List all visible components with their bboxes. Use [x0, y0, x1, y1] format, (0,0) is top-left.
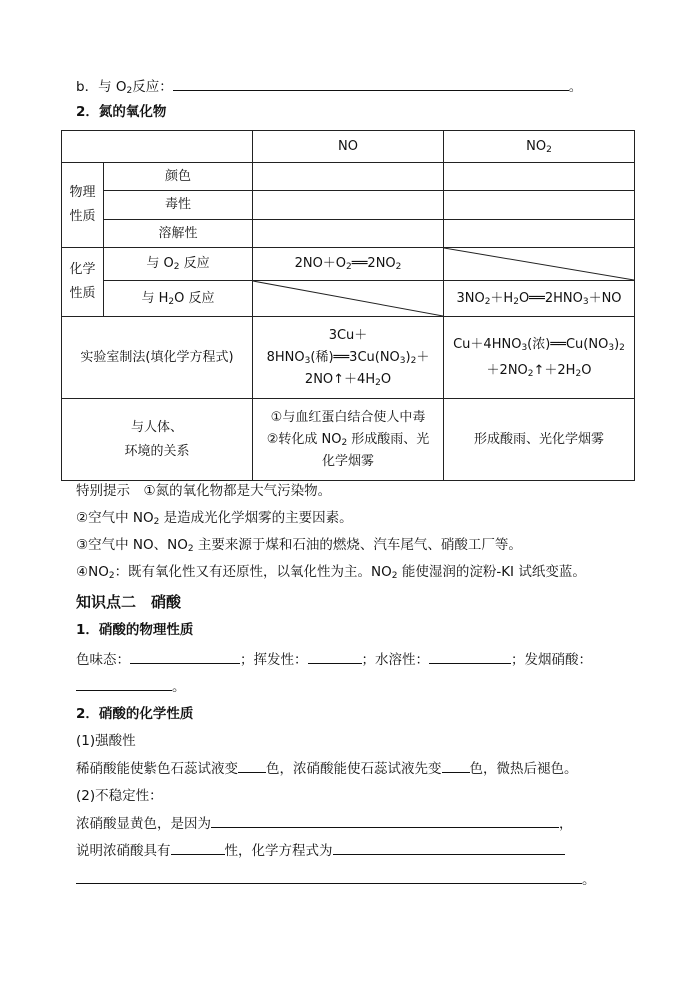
eq-line [253, 369, 443, 391]
sub: 2 [108, 571, 115, 581]
text: 色，浓硝酸能使石蕊试液先变 [266, 761, 442, 777]
text: 说明浓硝酸具有 [76, 843, 171, 859]
sub: 3 [608, 342, 615, 353]
text: ＋2NO [486, 362, 528, 378]
sub: 2 [484, 296, 491, 307]
no-environment-cell [253, 399, 444, 481]
text: 是造成光化学烟雾的主要因素。 [159, 510, 353, 526]
answer-blank[interactable] [211, 813, 559, 828]
tip-2 [76, 508, 353, 528]
no2-environment-cell: 形成酸雨、光化学烟雾 [444, 399, 635, 481]
sub: 2 [546, 144, 552, 155]
sub: 2 [513, 296, 519, 307]
text: ══2NO [351, 256, 396, 271]
tip-1: 特别提示 ①氮的氧化物都是大气污染物。 [76, 483, 332, 499]
react-h2o-label [104, 281, 253, 317]
header-no2-text: NO [526, 138, 547, 154]
text: ；水溶性： [361, 652, 429, 668]
no2-solubility-cell[interactable] [444, 220, 635, 248]
no2-color-cell[interactable] [444, 163, 635, 191]
text: ②转化成 NO [266, 431, 342, 447]
text: ＋ [416, 349, 430, 365]
eq-line [444, 332, 634, 358]
sub: 3 [304, 355, 311, 366]
text: (稀)══3Cu(NO [310, 349, 400, 365]
text: 与 H [141, 290, 169, 306]
env-line [253, 407, 443, 429]
text: 2NO↑＋4H [304, 371, 376, 387]
text: 主要来源于煤和石油的燃烧、汽车尾气、硝酸工厂等。 [193, 537, 522, 553]
sub: 2 [153, 517, 160, 527]
sub: 2 [168, 296, 175, 307]
sub: 3 [582, 296, 589, 307]
period: 。 [568, 79, 583, 95]
environment-label: 与人体、 环境的关系 [62, 399, 253, 481]
sub: 2 [391, 571, 398, 581]
answer-blank[interactable] [171, 840, 225, 855]
env-line [253, 429, 443, 451]
instability-title: (2)不稳定性： [76, 788, 163, 804]
strong-acid-line [76, 758, 578, 779]
answer-blank[interactable] [76, 676, 172, 691]
no2-lab-equation [444, 317, 635, 399]
text: ↑＋2H [533, 362, 576, 378]
section-2-title: 2．氮的氧化物 [76, 104, 167, 120]
text: ③空气中 NO、NO [76, 537, 188, 553]
no-solubility-cell[interactable] [253, 220, 444, 248]
physical-properties-line [76, 649, 592, 670]
nitric-acid-physical-title: 1．硝酸的物理性质 [76, 622, 194, 638]
knowledge-point-2-title: 知识点二 硝酸 [76, 593, 182, 611]
text: ＋NO [588, 290, 622, 306]
toxicity-label: 毒性 [104, 191, 253, 220]
text: ②空气中 NO [76, 510, 154, 526]
header-no2 [444, 131, 635, 163]
sub: 2 [126, 86, 133, 96]
nitrogen-oxides-table [61, 130, 635, 481]
text: 2NO＋O [294, 256, 347, 271]
text: 3Cu＋ [328, 327, 368, 343]
sub: 3 [399, 355, 406, 366]
sub: 2 [346, 262, 352, 272]
no-lab-equation [253, 317, 444, 399]
eq-line [253, 347, 443, 369]
text: 色味态： [76, 652, 130, 668]
sub: 3 [521, 342, 528, 353]
text: O [581, 362, 592, 378]
no2-toxicity-cell[interactable] [444, 191, 635, 220]
sub: 2 [395, 262, 402, 272]
sub: 2 [375, 377, 381, 388]
answer-blank[interactable] [308, 649, 362, 664]
no-h2o-crossed-cell [253, 281, 444, 317]
text: O 反应 [174, 290, 215, 306]
text: 性，化学方程式为 [224, 843, 333, 859]
answer-blank[interactable] [429, 649, 511, 664]
no-color-cell[interactable] [253, 163, 444, 191]
text: ④NO [76, 564, 109, 580]
eq-line [444, 358, 634, 384]
text: 色，微热后褪色。 [469, 761, 578, 777]
lab-preparation-label: 实验室制法(填化学方程式) [62, 317, 253, 399]
text: 与 O [146, 256, 174, 271]
line-b-prefix: b．与 O [76, 79, 127, 95]
physical-properties-label: 物理 性质 [62, 163, 104, 248]
text: ) [614, 336, 620, 352]
text: ；挥发性： [240, 652, 308, 668]
text: 稀硝酸能使紫色石蕊试液变 [76, 761, 238, 777]
no-toxicity-cell[interactable] [253, 191, 444, 220]
eq-line [253, 325, 443, 347]
solubility-label: 溶解性 [104, 220, 253, 248]
answer-blank[interactable] [238, 758, 266, 773]
strong-acid-title: (1)强酸性 [76, 733, 136, 749]
text: ， [559, 816, 573, 832]
text: 形成酸雨、光 [347, 431, 430, 447]
answer-blank[interactable] [76, 869, 582, 884]
env-line [253, 451, 443, 473]
sub: 2 [341, 437, 348, 448]
sub: 2 [619, 342, 625, 353]
text: ；发烟硝酸： [511, 652, 592, 668]
chemical-properties-label: 化学 性质 [62, 248, 104, 317]
line-b-suffix: 反应： [132, 79, 173, 95]
react-o2-label [104, 248, 253, 281]
diagonal-line [444, 248, 634, 280]
text: ) [405, 349, 411, 365]
period: 。 [172, 679, 186, 695]
line-b [76, 76, 582, 97]
header-no: NO [253, 131, 444, 163]
text: 反应 [179, 256, 210, 271]
text: Cu＋4HNO [453, 336, 522, 352]
sub: 2 [187, 544, 194, 554]
physical-properties-line-2 [76, 676, 186, 697]
text: 3NO [456, 290, 485, 306]
no-o2-equation [253, 248, 444, 281]
no2-h2o-equation [444, 281, 635, 317]
equation-answer-line [76, 869, 596, 890]
diagonal-line [253, 281, 443, 316]
text: ①与血红蛋白结合使人中毒 [270, 409, 426, 425]
text: O [380, 371, 392, 387]
no2-o2-crossed-cell [444, 248, 635, 281]
text: ＋H [490, 290, 514, 306]
text: ：既有氧化性又有还原性，以氧化性为主。NO [114, 564, 392, 580]
explain-line [76, 840, 565, 861]
color-label: 颜色 [104, 163, 253, 191]
answer-blank[interactable] [333, 840, 565, 855]
tip-4 [76, 562, 586, 582]
answer-blank[interactable] [442, 758, 470, 773]
period: 。 [582, 872, 596, 888]
sub: 2 [575, 368, 582, 379]
answer-blank[interactable] [130, 649, 240, 664]
tip-3 [76, 535, 522, 555]
sub: 2 [173, 262, 180, 272]
sub: 2 [410, 355, 417, 366]
text: 8HNO [266, 349, 305, 365]
nitric-acid-chemical-title: 2．硝酸的化学性质 [76, 706, 194, 722]
sub: 2 [527, 368, 534, 379]
text: 化学烟雾 [321, 453, 374, 469]
text: (浓)══Cu(NO [527, 336, 609, 352]
text: 能使湿润的淀粉-KI 试纸变蓝。 [397, 564, 586, 580]
text: O══2HNO [518, 290, 583, 306]
text: 浓硝酸显黄色，是因为 [76, 816, 211, 832]
table-corner [62, 131, 253, 163]
answer-blank[interactable] [173, 76, 569, 91]
yellow-color-line [76, 813, 573, 834]
